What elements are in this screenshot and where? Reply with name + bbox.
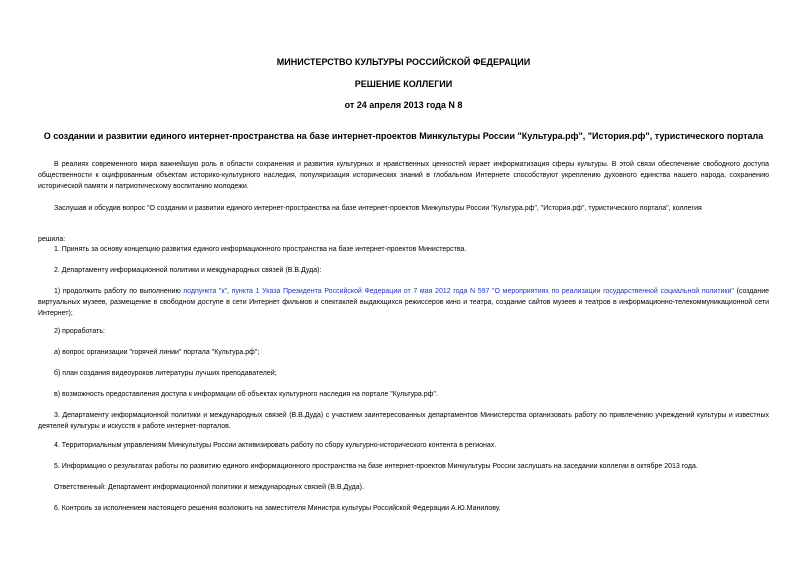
item-6: 6. Контроль за исполнением настоящего решения возложить на заместителя Министра культуры Российской Федерации А.Ю.Манилову. [54, 505, 501, 512]
decree-597-link[interactable]: пункта 1 Указа Президента Российской Федерации от 7 мая 2012 года N 597 "О мероприятиях по реализации государственной социальной политики" [231, 288, 734, 295]
item-3: 3. Департаменту информационной политики и международных связей (В.В.Дуда) с участием заинтересованных департаментов Министерства организовать работу по привлечению учреждений культуры и известных деятелей культуры и искусств к работе интернет-порталов. [38, 412, 769, 430]
item-2-2: 2) проработать: [54, 328, 105, 335]
item-1: 1. Принять за основу концепцию развития единого информационного пространства на базе интернет-проектов Министерства. [54, 246, 467, 253]
decided-label: решила: [38, 236, 66, 243]
item-2-2-c: в) возможность предоставления доступа к информации об объектах культурного наследия на портале "Культура.рф". [54, 391, 438, 398]
item-2-2-b: б) план создания видеоуроков литературы лучших преподавателей; [54, 370, 277, 377]
document-date-number: от 24 апреля 2013 года N 8 [344, 100, 463, 110]
item-2-1-separator: , [227, 288, 232, 295]
responsible-line: Ответственный: Департамент информационной политики и международных связей (В.В.Дуда). [54, 484, 364, 491]
heard-paragraph: Заслушав и обсудив вопрос "О создании и развитии единого интернет-пространства на базе интернет-проектов Минкультуры России "Культура.рф", "История.рф", туристического портала", коллегия [54, 205, 702, 212]
subparagraph-k-link[interactable]: подпункта "к" [183, 288, 228, 295]
ministry-heading: МИНИСТЕРСТВО КУЛЬТУРЫ РОССИЙСКОЙ ФЕДЕРАЦИИ [276, 57, 531, 67]
item-5: 5. Информацию о результатах работы по развитию единого информационного пространства на базе интернет-проектов Минкультуры России заслушать на заседании коллегии в октябре 2013 года. [54, 463, 698, 470]
item-2-1-prefix: 1) продолжить работу по выполнению [54, 288, 184, 295]
item-2: 2. Департаменту информационной политики и международных связей (В.В.Дуда): [54, 267, 322, 274]
document-type-heading: РЕШЕНИЕ КОЛЛЕГИИ [354, 79, 453, 89]
item-2-2-a: а) вопрос организации "горячей линии" портала "Культура.рф"; [54, 349, 260, 356]
intro-paragraph: В реалиях современного мира важнейшую роль в области сохранения и развития культурных и нравственных ценностей играет информатизация сферы культуры. В этой связи обеспечение свободного доступа общественности к оцифрованным объектам историко-культурного наследия, популяризация исторических знаний в глобальном Интернете способствуют укреплению духовного единства нашего народа, сохранению исторической памяти и патриотическому воспитанию молодежи. [38, 161, 769, 190]
item-2-1-suffix: (создание виртуальных музеев, размещение в свободном доступе в сети Интернет фильмов и спектаклей выдающихся режиссеров кино и театра, создание сайтов музеев и театров в информационно-телекоммуникационной сети Интернет); [38, 288, 769, 317]
document-subject-title: О создании и развитии единого интернет-пространства на базе интернет-проектов Минкультуры России "Культура.рф", "История.рф", туристического портала [43, 131, 764, 141]
item-2-1 [38, 286, 769, 319]
item-4: 4. Территориальным управлениям Минкультуры России активизировать работу по сбору культурно-исторического контента в регионах. [54, 442, 497, 449]
